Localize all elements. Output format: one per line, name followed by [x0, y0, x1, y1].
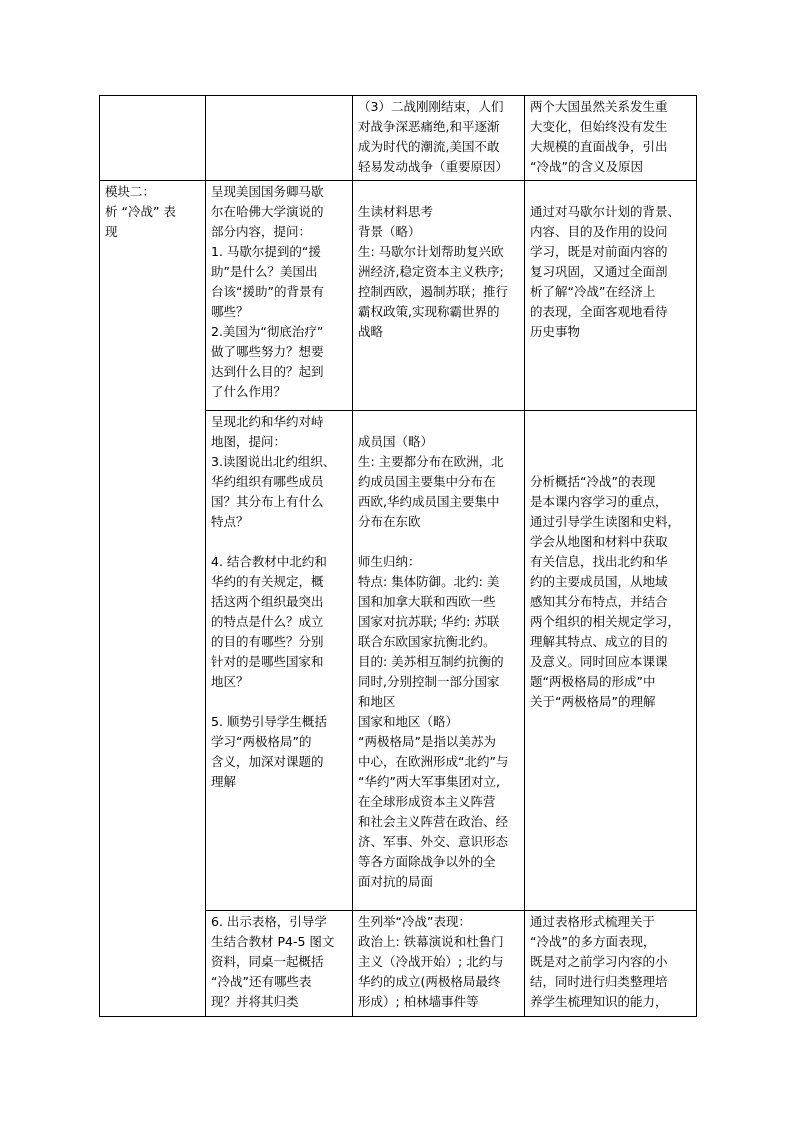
text-line: 地图，提问：	[211, 434, 287, 449]
text-line: 形成）; 柏林墙事件等	[358, 994, 479, 1009]
text-line: “华约”两大军事集团对立,	[358, 774, 500, 789]
module-label-line: 模块二：	[105, 184, 156, 199]
student-activity-cell	[353, 411, 525, 911]
text-line: 理解其特点、成立的目的	[530, 634, 668, 649]
text-line: 生: 主要都分布在欧洲，北	[358, 454, 504, 469]
text-line: 目的: 美苏相互制约抗衡的	[358, 654, 504, 669]
text-line: 部分内容，提问：	[211, 224, 312, 239]
text-line: “冷战”还有哪些表	[211, 974, 312, 989]
text-line: 学习“两极格局”的	[211, 734, 312, 749]
text-line: 的目的有哪些？分别	[211, 634, 324, 649]
text-line: 哪些？	[211, 304, 249, 319]
text-line: 生结合教材 P4-5 图文	[211, 934, 335, 949]
spacer	[358, 412, 520, 432]
spacer	[358, 532, 520, 552]
text-line: 约的主要成员国，从地域	[530, 574, 668, 589]
text-line: 学习，既是对前面内容的	[530, 244, 668, 259]
module-label-line: 现	[105, 224, 118, 239]
text-line: 尔在哈佛大学演说的	[211, 204, 324, 219]
text-line: 针对的是哪些国家和	[211, 654, 324, 669]
text-line: 地区？	[211, 674, 249, 689]
student-activity-cell	[353, 181, 525, 411]
text-line: 国和加拿大联和西欧一些	[358, 594, 496, 609]
spacer	[530, 182, 692, 202]
spacer	[211, 692, 348, 712]
text-line: 结，同时进行归类整理培	[530, 974, 668, 989]
text-line: 在全球形成资本主义阵营	[358, 794, 496, 809]
teacher-cell-empty	[206, 96, 353, 181]
lesson-plan-table	[99, 95, 697, 1017]
table-row	[100, 96, 697, 181]
text-line: 两个大国虽然关系发生重	[530, 99, 668, 114]
text-line: 含义，加深对课题的	[211, 754, 324, 769]
text-line: 霸权政策,实现称霸世界的	[358, 304, 500, 319]
text-line: 通过对马歇尔计划的背景、	[530, 204, 681, 219]
text-line: 及意义。同时回应本课课	[530, 654, 668, 669]
teacher-activity-cell	[206, 411, 353, 911]
text-line: 师生归纳：	[358, 554, 421, 569]
text-line: 历史事物	[530, 324, 581, 339]
text-line: 中心，在欧洲形成“北约”与	[358, 754, 509, 769]
text-line: 特点？	[211, 514, 249, 529]
text-line: 学会从地图和材料中获取	[530, 534, 668, 549]
text-line: 济、军事、外交、意识形态	[358, 834, 509, 849]
text-line: 特点: 集体防御。北约: 美	[358, 574, 500, 589]
text-line: 华约组织有哪些成员	[211, 474, 324, 489]
text-line: 做了哪些努力？想要	[211, 344, 324, 359]
text-line: 括这两个组织最突出	[211, 594, 324, 609]
text-line: 成员国（略）	[358, 434, 434, 449]
text-line: 是本课内容学习的重点，	[530, 494, 668, 509]
text-line: 了什么作用？	[211, 384, 287, 399]
text-line: 生列举“冷战”表现：	[358, 914, 471, 929]
text-line: （3）二战刚刚结束，人们	[358, 99, 504, 114]
text-line: “两极格局”是指以美苏为	[358, 734, 496, 749]
text-line: 有关信息，找出北约和华	[530, 554, 668, 569]
spacer	[530, 432, 692, 452]
text-line: 关于“两极格局”的理解	[530, 694, 656, 709]
text-line: 既是对之前学习内容的小	[530, 954, 668, 969]
text-line: 国家对抗苏联; 华约: 苏联	[358, 614, 500, 629]
student-activity-cell	[353, 96, 525, 181]
text-line: 华约的成立(两极格局最终	[358, 974, 501, 989]
text-line: 养学生梳理知识的能力，	[530, 994, 668, 1009]
design-intent-cell	[525, 411, 697, 911]
teacher-activity-cell	[206, 181, 353, 411]
text-line: 成为时代的潮流,美国不敢	[358, 139, 500, 154]
spacer	[530, 412, 692, 432]
text-line: 的特点是什么？成立	[211, 614, 324, 629]
text-line: 复习巩固，又通过全面剖	[530, 264, 668, 279]
text-line: “冷战”的含义及原因	[530, 159, 643, 174]
module-label-cell	[100, 181, 206, 1017]
design-intent-cell	[525, 181, 697, 411]
text-line: 政治上: 铁幕演说和杜鲁门	[358, 934, 504, 949]
text-line: 两个组织的相关规定学习，	[530, 614, 681, 629]
text-line: 轻易发动战争（重要原因）	[358, 159, 509, 174]
table-row	[100, 181, 697, 411]
text-line: 生: 马歇尔计划帮助复兴欧	[358, 244, 504, 259]
text-line: 等各方面除战争以外的全	[358, 854, 496, 869]
text-line: 达到什么目的？起到	[211, 364, 324, 379]
text-line: 通过引导学生读图和史料，	[530, 514, 681, 529]
text-line: 和地区	[358, 694, 396, 709]
text-line: 4. 结合教材中北约和	[211, 554, 327, 569]
text-line: 5. 顺势引导学生概括	[211, 714, 327, 729]
text-line: 内容、目的及作用的设问	[530, 224, 668, 239]
text-line: 大规模的直面战争，引出	[530, 139, 668, 154]
text-line: 助”是什么？美国出	[211, 264, 318, 279]
text-line: 3.读图说出北约组织、	[211, 454, 336, 469]
text-line: 理解	[211, 774, 237, 789]
text-line: 1. 马歇尔提到的“援	[211, 244, 321, 259]
design-intent-cell	[525, 911, 697, 1017]
spacer	[530, 452, 692, 472]
text-line: 台该“援助”的背景有	[211, 284, 324, 299]
student-activity-cell	[353, 911, 525, 1017]
text-line: 资料，同桌一起概括	[211, 954, 324, 969]
text-line: 析了解“冷战”在经济上	[530, 284, 656, 299]
text-line: 2.美国为“彻底治疗”	[211, 324, 324, 339]
text-line: 分布在东欧	[358, 514, 421, 529]
text-line: 背景（略）	[358, 224, 421, 239]
text-line: 分析概括“冷战”的表现	[530, 474, 656, 489]
text-line: “冷战”的多方面表现，	[530, 934, 656, 949]
spacer	[358, 182, 520, 202]
text-line: 通过表格形式梳理关于	[530, 914, 656, 929]
text-line: 西欧,华约成员国主要集中	[358, 494, 500, 509]
spacer	[211, 532, 348, 552]
text-line: 洲经济,稳定资本主义秩序;	[358, 264, 504, 279]
module-label-line: 析 “冷战” 表	[105, 204, 176, 219]
text-line: 国家和地区（略）	[358, 714, 459, 729]
text-line: 的表现，全面客观地看待	[530, 304, 668, 319]
text-line: 大变化，但始终没有发生	[530, 119, 668, 134]
text-line: 国？其分布上有什么	[211, 494, 324, 509]
text-line: 感知其分布特点，并结合	[530, 594, 668, 609]
text-line: 面对抗的局面	[358, 874, 434, 889]
text-line: 题“两极格局的形成”中	[530, 674, 656, 689]
text-line: 对战争深恶痛绝,和平逐渐	[358, 119, 500, 134]
text-line: 主义（冷战开始）; 北约与	[358, 954, 504, 969]
design-intent-cell	[525, 96, 697, 181]
text-line: 生读材料思考	[358, 204, 434, 219]
text-line: 呈现美国国务卿马歇	[211, 184, 324, 199]
text-line: 和社会主义阵营在政治、经	[358, 814, 509, 829]
text-line: 约成员国主要集中分布在	[358, 474, 496, 489]
text-line: 战略	[358, 324, 384, 339]
text-line: 同时,分别控制一部分国家	[358, 674, 500, 689]
text-line: 控制西欧，遏制苏联；推行	[358, 284, 509, 299]
text-line: 呈现北约和华约对峙	[211, 414, 324, 429]
teacher-activity-cell	[206, 911, 353, 1017]
text-line: 现？并将其归类	[211, 994, 299, 1009]
module-cell-empty	[100, 96, 206, 181]
text-line: 华约的有关规定，概	[211, 574, 324, 589]
text-line: 6. 出示表格，引导学	[211, 914, 327, 929]
text-line: 联合东欧国家抗衡北约。	[358, 634, 496, 649]
